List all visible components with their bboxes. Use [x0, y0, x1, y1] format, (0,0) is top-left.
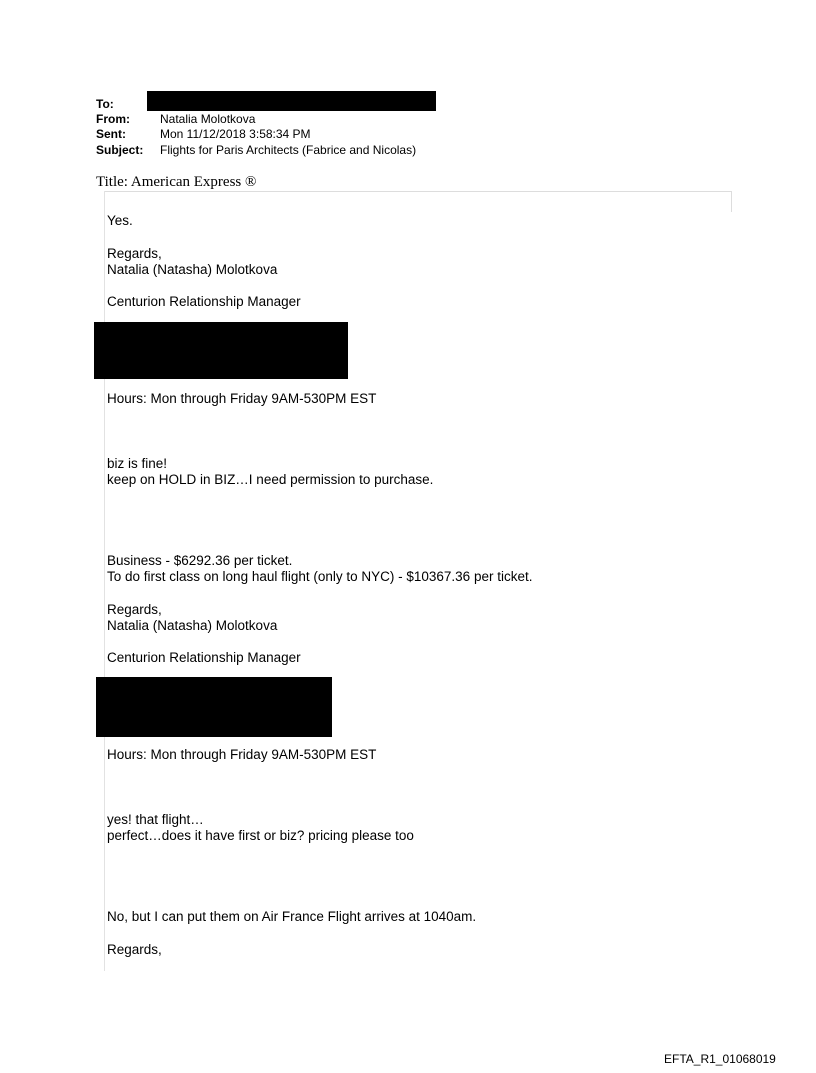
redaction-box-signature — [96, 677, 332, 737]
body-line: Regards, — [107, 602, 162, 617]
body-line: To do first class on long haul flight (only to NYC) - $10367.36 per ticket. — [107, 569, 533, 584]
body-line: Centurion Relationship Manager — [107, 294, 301, 309]
body-line: biz is fine! — [107, 456, 168, 471]
quote-border-left — [104, 191, 105, 971]
redaction-box-signature — [94, 322, 348, 379]
document-id: EFTA_R1_01068019 — [664, 1052, 776, 1066]
body-line: Regards, — [107, 942, 162, 957]
to-label: To: — [96, 97, 114, 111]
body-line: Business - $6292.36 per ticket. — [107, 553, 293, 568]
body-line: keep on HOLD in BIZ…I need permission to purchase. — [107, 472, 434, 487]
body-line: perfect…does it have first or biz? pricing please too — [107, 828, 414, 843]
quote-border-right — [731, 191, 732, 212]
body-line: Hours: Mon through Friday 9AM-530PM EST — [107, 391, 377, 406]
subject-value: Flights for Paris Architects (Fabrice and Nicolas) — [160, 143, 417, 157]
subject-label: Subject: — [96, 143, 144, 157]
body-line: Centurion Relationship Manager — [107, 650, 301, 665]
redaction-box-recipient — [147, 91, 436, 111]
body-line: yes! that flight… — [107, 812, 204, 827]
title-line: Title: American Express ® — [96, 174, 257, 190]
body-line: Regards, — [107, 246, 162, 261]
body-line: No, but I can put them on Air France Flight arrives at 1040am. — [107, 909, 477, 924]
body-line: Hours: Mon through Friday 9AM-530PM EST — [107, 747, 377, 762]
from-label: From: — [96, 112, 130, 126]
body-line: Yes. — [107, 213, 133, 228]
from-value: Natalia Molotkova — [160, 112, 256, 126]
sent-value: Mon 11/12/2018 3:58:34 PM — [160, 127, 311, 141]
quote-border-top — [104, 191, 732, 192]
body-line: Natalia (Natasha) Molotkova — [107, 262, 278, 277]
body-line: Natalia (Natasha) Molotkova — [107, 618, 278, 633]
sent-label: Sent: — [96, 127, 126, 141]
